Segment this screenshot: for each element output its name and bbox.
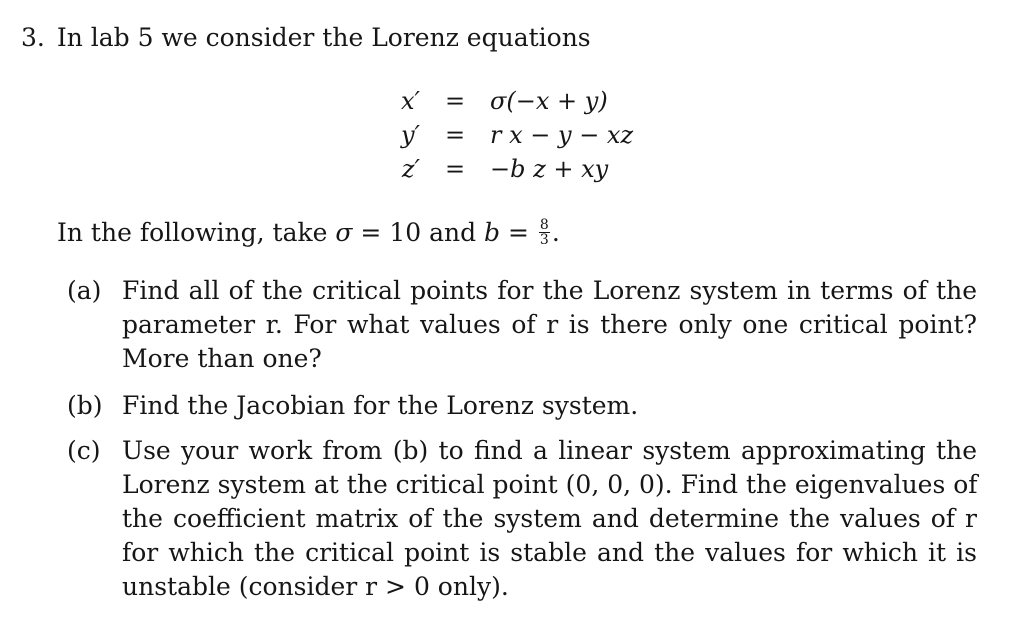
fraction-denominator: 3 <box>539 232 549 248</box>
part-a-label: (a) <box>67 276 102 305</box>
equation-rhs: r x − y − xz <box>490 121 634 149</box>
b-equals: = <box>500 218 537 247</box>
given-suffix: . <box>551 218 560 247</box>
text-line: parameter r. For what values of r is there only one critical point? <box>122 310 977 339</box>
part-a-text <box>122 274 977 376</box>
text-line: Lorenz system at the critical point (0, 0, 0). Find the eigenvalues of <box>122 470 978 499</box>
equation-lhs: y′ <box>400 121 420 149</box>
part-c-label: (c) <box>67 436 101 465</box>
b-symbol: b <box>484 218 501 247</box>
equation-lhs: x′ <box>401 87 420 115</box>
b-fraction <box>539 218 550 247</box>
given-prefix: In the following, take <box>57 218 336 247</box>
sigma-symbol: σ <box>335 218 353 247</box>
text-line: for which the critical point is stable and the values for which it is <box>122 538 977 567</box>
problem-heading <box>21 22 591 54</box>
equation-equals: = <box>444 121 466 149</box>
text-line: Find the Jacobian for the Lorenz system. <box>122 391 639 420</box>
problem-intro: In lab 5 we consider the Lorenz equations <box>56 23 591 52</box>
sigma-value: = 10 and <box>352 218 485 247</box>
text-line: unstable (consider r > 0 only). <box>122 572 509 601</box>
text-line: More than one? <box>122 344 322 373</box>
problem-number: 3. <box>21 23 45 52</box>
part-c-text <box>122 434 977 604</box>
text-line: Use your work from (b) to find a linear system approximating the <box>122 436 977 465</box>
given-values <box>57 217 560 249</box>
part-b <box>67 389 977 423</box>
part-c <box>67 434 977 604</box>
part-a <box>67 274 977 376</box>
equation-row <box>372 152 633 186</box>
lorenz-equations <box>372 84 633 186</box>
equation-row <box>372 84 633 118</box>
equation-rhs: −b z + xy <box>490 155 609 183</box>
equation-rhs: σ(−x + y) <box>490 87 608 115</box>
equation-lhs: z′ <box>401 155 420 183</box>
text-line: Find all of the critical points for the Lorenz system in terms of the <box>122 276 977 305</box>
equation-equals: = <box>444 155 466 183</box>
part-b-label: (b) <box>67 391 103 420</box>
part-b-text <box>122 389 977 423</box>
fraction-numerator: 8 <box>539 217 549 233</box>
equation-equals: = <box>444 87 466 115</box>
equation-row <box>372 118 633 152</box>
text-line: the coefficient matrix of the system and determine the values of r <box>122 504 977 533</box>
